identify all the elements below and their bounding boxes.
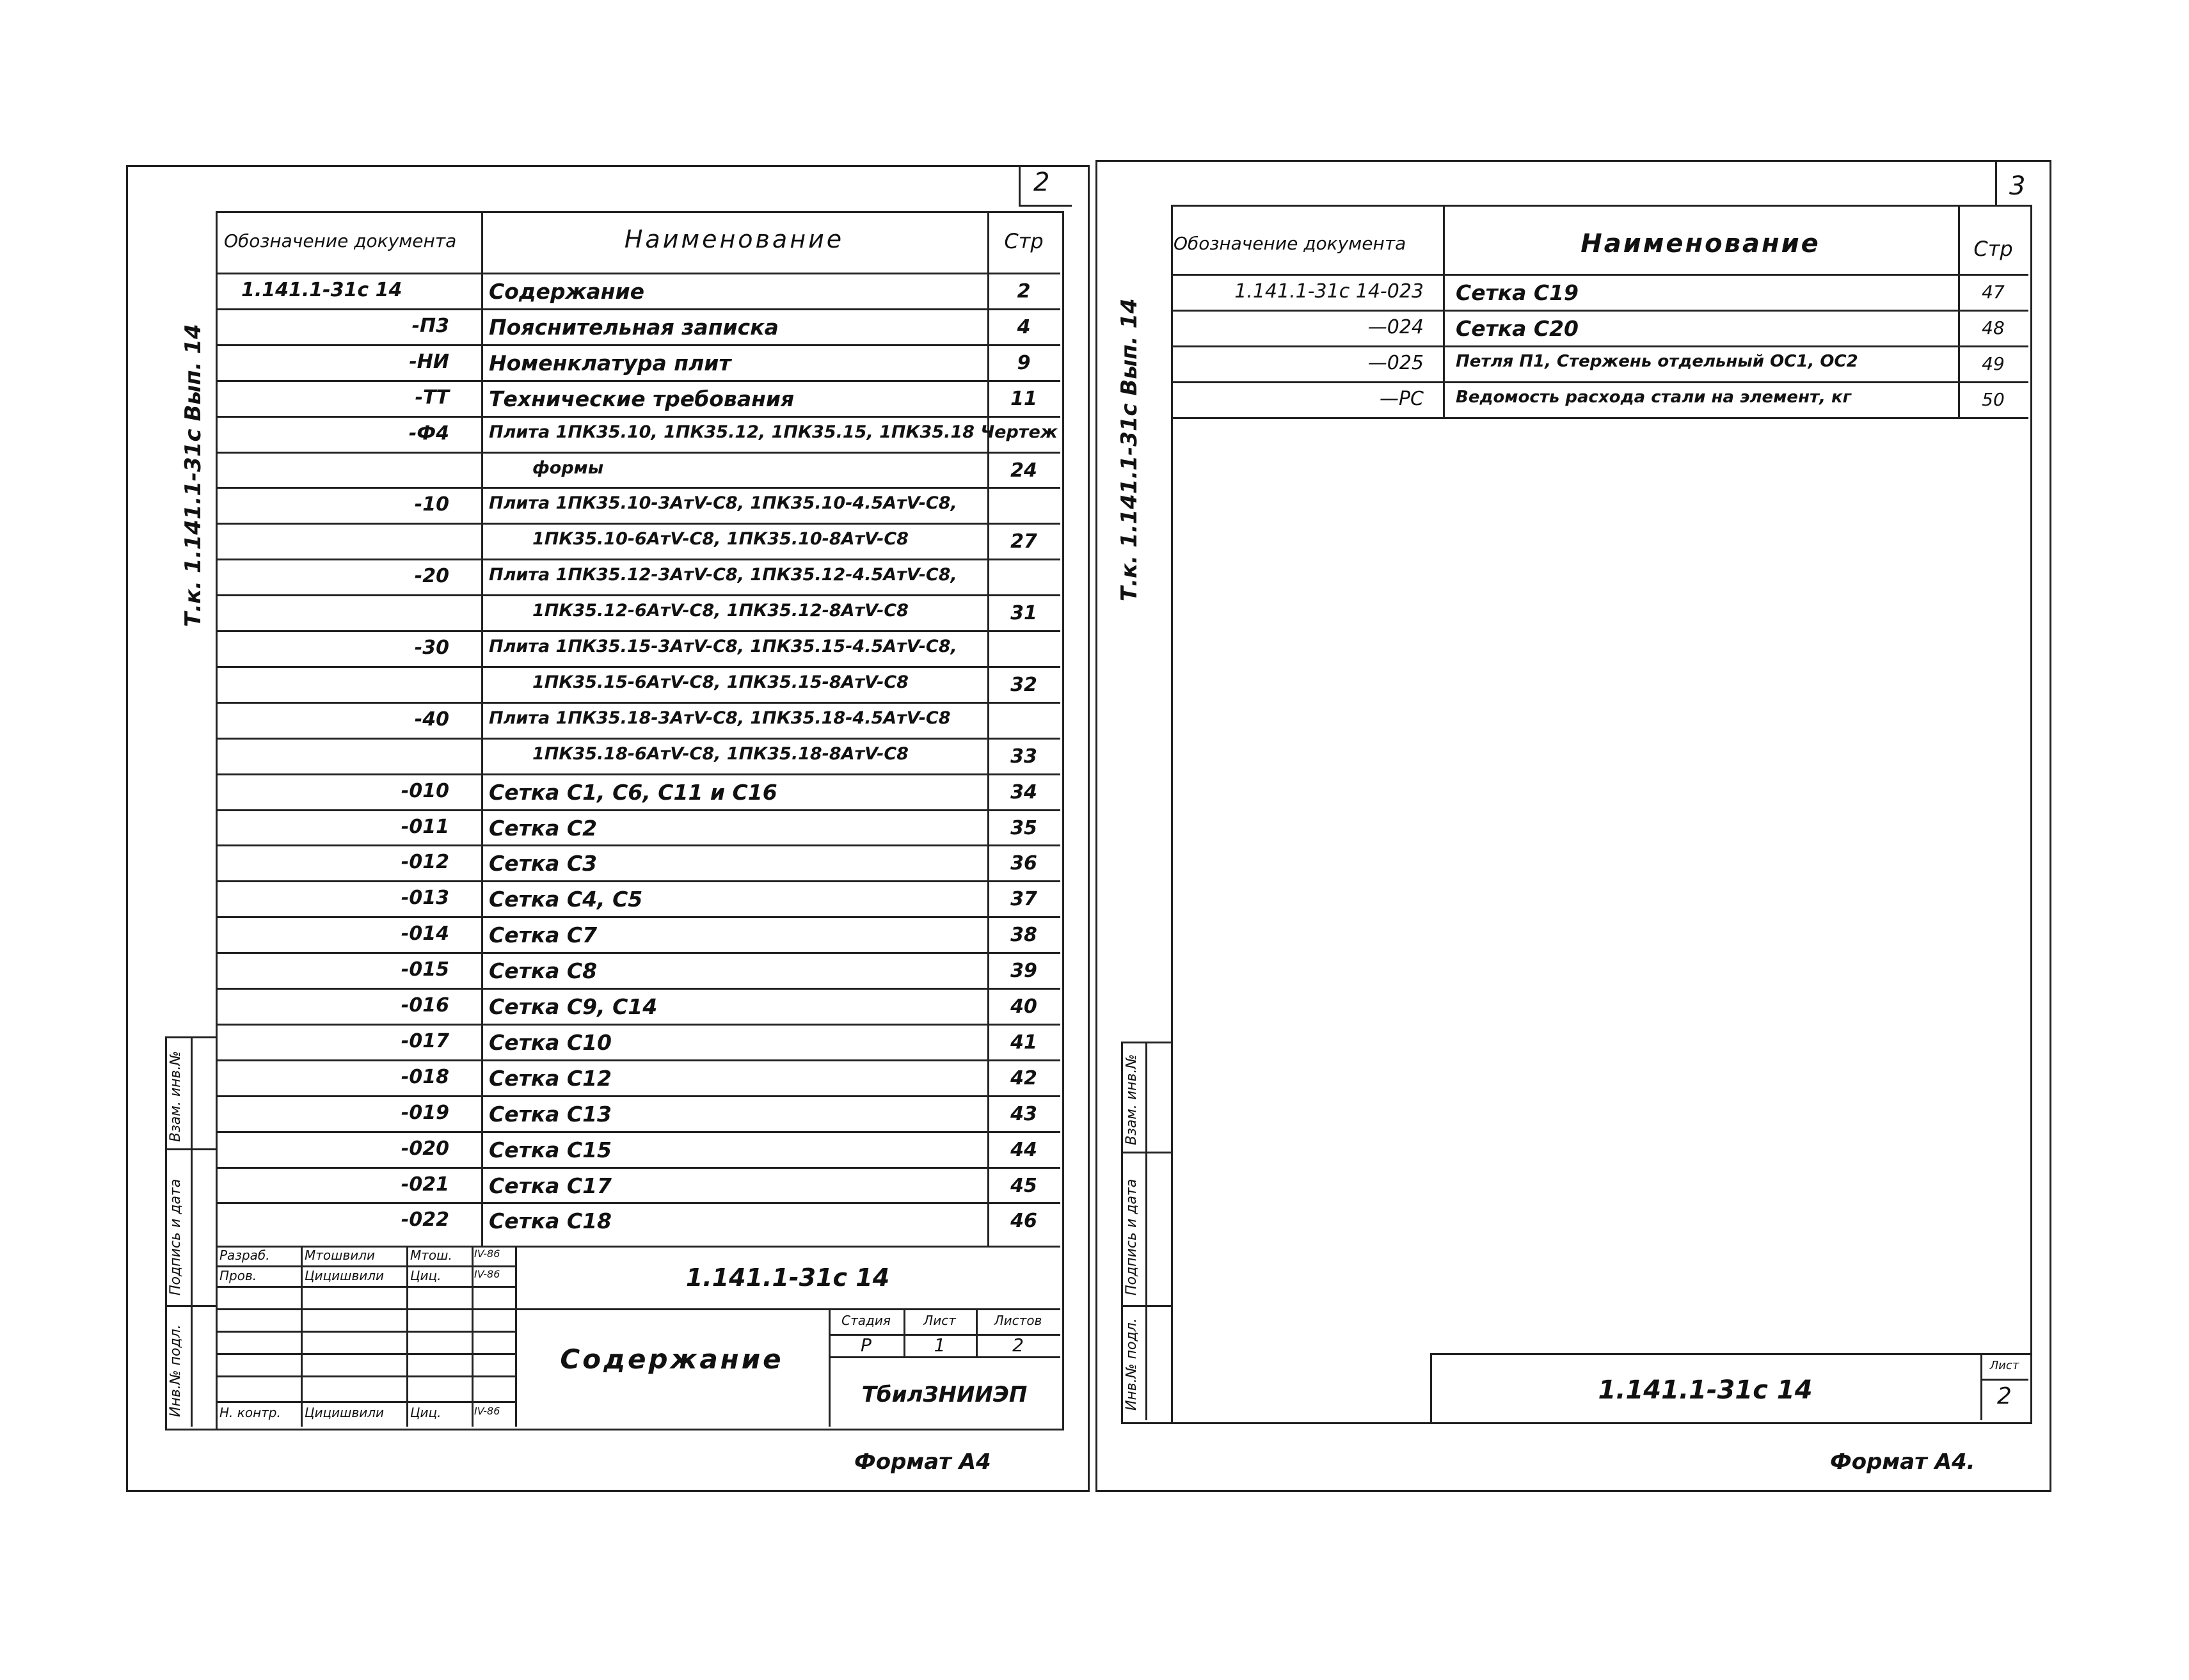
row-code: -021 bbox=[401, 1173, 449, 1196]
tb-name-3: Цицишвили bbox=[305, 1405, 385, 1420]
row-page: 46 bbox=[1010, 1210, 1037, 1233]
row-code: -019 bbox=[401, 1101, 449, 1124]
row-page: 50 bbox=[1982, 389, 2005, 410]
table-row bbox=[1171, 345, 2028, 381]
row-name: Сетка С2 bbox=[489, 815, 598, 841]
left-tb-designation: 1.141.1-31с 14 bbox=[685, 1264, 890, 1292]
table-row bbox=[216, 416, 1060, 452]
left-stamp-replace: Взам. инв.№ bbox=[168, 1050, 184, 1142]
row-page: 31 bbox=[1010, 602, 1037, 625]
row-name: 1ПК35.15-6АтV-С8, 1ПК35.15-8АтV-С8 bbox=[532, 672, 909, 692]
row-code: -010 bbox=[401, 779, 449, 802]
table-row bbox=[216, 1202, 1060, 1238]
table-row bbox=[216, 952, 1060, 988]
row-page: 2 bbox=[1017, 280, 1031, 303]
row-name: Сетка С13 bbox=[489, 1101, 612, 1127]
tb-name-2: Цицишвили bbox=[305, 1268, 385, 1283]
row-name: 1ПК35.10-6АтV-С8, 1ПК35.10-8АтV-С8 bbox=[532, 529, 909, 550]
row-code: -ТТ bbox=[415, 386, 449, 409]
table-row bbox=[216, 916, 1060, 952]
table-row bbox=[216, 773, 1060, 809]
row-code: -10 bbox=[414, 493, 449, 516]
row-code: -020 bbox=[401, 1137, 449, 1160]
left-header-page: Стр bbox=[1004, 229, 1044, 253]
row-name: Петля П1, Стержень отдельный ОС1, ОС2 bbox=[1456, 352, 1858, 371]
row-page: 43 bbox=[1010, 1102, 1037, 1125]
table-row bbox=[216, 630, 1060, 666]
row-page: 37 bbox=[1010, 888, 1037, 911]
table-row bbox=[216, 594, 1060, 630]
tb-name-1: Мтошвили bbox=[305, 1248, 376, 1263]
row-name: Сетка С4, С5 bbox=[489, 887, 643, 912]
tb-sheets-label: Листов bbox=[994, 1313, 1042, 1328]
tb-stage-label: Стадия bbox=[841, 1313, 891, 1328]
row-code: -017 bbox=[401, 1029, 449, 1052]
table-row bbox=[216, 809, 1060, 845]
row-name: Сетка С7 bbox=[489, 923, 598, 948]
right-page-number: 3 bbox=[2009, 171, 2026, 201]
row-name: Сетка С10 bbox=[489, 1029, 612, 1055]
row-name: Сетка С8 bbox=[489, 958, 598, 984]
left-header-name: Наименование bbox=[624, 225, 845, 253]
table-row bbox=[216, 988, 1060, 1024]
tb-sheets: 2 bbox=[1012, 1335, 1024, 1356]
left-page-number: 2 bbox=[1033, 168, 1050, 197]
right-stamp-inv: Инв.№ подл. bbox=[1124, 1318, 1140, 1411]
row-name: формы bbox=[532, 457, 604, 478]
row-page: 36 bbox=[1010, 852, 1037, 875]
table-row bbox=[216, 380, 1060, 416]
row-code: -015 bbox=[401, 958, 449, 981]
row-code: -40 bbox=[414, 708, 449, 731]
table-row bbox=[216, 702, 1060, 738]
row-name: Сетка С12 bbox=[489, 1065, 612, 1091]
row-page: 38 bbox=[1010, 924, 1037, 947]
row-code: —025 bbox=[1367, 352, 1424, 374]
right-header-name: Наименование bbox=[1580, 229, 1820, 258]
row-code: -014 bbox=[401, 923, 449, 946]
row-code: 1.141.1-31с 14 bbox=[241, 279, 402, 301]
row-page: 48 bbox=[1982, 317, 2005, 338]
row-page: 35 bbox=[1010, 816, 1037, 839]
table-row bbox=[216, 1059, 1060, 1095]
row-page: 41 bbox=[1010, 1031, 1037, 1054]
right-tb-designation: 1.141.1-31с 14 bbox=[1598, 1375, 1813, 1405]
left-tb-org: ТбилЗНИИЭП bbox=[861, 1382, 1028, 1407]
row-page: 27 bbox=[1010, 530, 1037, 553]
right-format-label: Формат А4. bbox=[1830, 1449, 1975, 1475]
tb-sheet: 1 bbox=[934, 1335, 946, 1356]
row-name: Сетка С3 bbox=[489, 851, 598, 876]
tb-role-2: Пров. bbox=[219, 1268, 257, 1283]
row-name: Сетка С19 bbox=[1456, 280, 1579, 305]
row-code: -022 bbox=[401, 1208, 449, 1232]
tb-date-3: IV-86 bbox=[474, 1405, 500, 1417]
row-page: 11 bbox=[1010, 387, 1037, 410]
row-code: 1.141.1-31с 14-023 bbox=[1234, 280, 1424, 303]
row-code: -30 bbox=[414, 637, 449, 659]
row-code: -013 bbox=[401, 887, 449, 910]
table-row bbox=[216, 738, 1060, 773]
table-row bbox=[216, 1095, 1060, 1131]
table-row bbox=[216, 844, 1060, 880]
row-name: Плита 1ПК35.15-3АтV-С8, 1ПК35.15-4.5АтV-С8, bbox=[489, 637, 957, 656]
row-name: Сетка С1, С6, С11 и С16 bbox=[489, 779, 777, 805]
table-row bbox=[1171, 274, 2028, 310]
left-stamp-sign: Подпись и дата bbox=[168, 1178, 184, 1296]
tb-role-3: Н. контр. bbox=[219, 1405, 281, 1420]
table-row bbox=[216, 344, 1060, 380]
right-side-label: Т.к. 1.141.1-31с Вып. 14 bbox=[1117, 298, 1142, 601]
right-tb-sheet-label: Лист bbox=[1989, 1359, 2019, 1372]
tb-role-1: Разраб. bbox=[219, 1248, 270, 1263]
tb-date-1: IV-86 bbox=[474, 1248, 500, 1260]
row-name: Плита 1ПК35.10, 1ПК35.12, 1ПК35.15, 1ПК35.18 Чертеж bbox=[489, 422, 1058, 442]
tb-sheet-label: Лист bbox=[923, 1313, 956, 1328]
row-code: -Ф4 bbox=[408, 422, 449, 445]
table-row bbox=[216, 452, 1060, 487]
right-header-code: Обозначение документа bbox=[1174, 233, 1406, 254]
row-page: 42 bbox=[1010, 1066, 1037, 1090]
row-page: 39 bbox=[1010, 960, 1037, 983]
tb-sign-1: Мтош. bbox=[410, 1248, 452, 1263]
row-name: Сетка С17 bbox=[489, 1173, 612, 1198]
row-name: Технические требования bbox=[489, 386, 795, 411]
table-row bbox=[216, 1024, 1060, 1059]
row-page: 34 bbox=[1010, 781, 1037, 804]
row-page: 40 bbox=[1010, 995, 1037, 1018]
table-row bbox=[216, 523, 1060, 559]
row-page: 47 bbox=[1982, 281, 2005, 303]
row-name: Номенклатура плит bbox=[489, 350, 731, 376]
row-code: -20 bbox=[414, 565, 449, 588]
right-tb-sheet: 2 bbox=[1997, 1383, 2012, 1409]
left-stamp-inv: Инв.№ подл. bbox=[168, 1324, 184, 1417]
table-row bbox=[216, 273, 1060, 308]
row-code: -011 bbox=[401, 815, 449, 838]
row-name: Сетка С9, С14 bbox=[489, 994, 658, 1019]
row-name: Ведомость расхода стали на элемент, кг bbox=[1456, 388, 1852, 407]
row-code: -012 bbox=[401, 851, 449, 874]
row-name: Сетка С20 bbox=[1456, 316, 1579, 341]
row-name: Плита 1ПК35.10-3АтV-С8, 1ПК35.10-4.5АтV-С8, bbox=[489, 493, 957, 514]
tb-date-2: IV-86 bbox=[474, 1268, 500, 1280]
row-code: -016 bbox=[401, 994, 449, 1017]
right-stamp-replace: Взам. инв.№ bbox=[1124, 1054, 1140, 1145]
left-tb-doc-title: Содержание bbox=[560, 1343, 784, 1375]
row-name: 1ПК35.18-6АтV-С8, 1ПК35.18-8АтV-С8 bbox=[532, 743, 909, 764]
row-name: Содержание bbox=[489, 279, 644, 304]
tb-sign-2: Циц. bbox=[410, 1268, 442, 1283]
row-page: 32 bbox=[1010, 673, 1037, 696]
row-code: —РС bbox=[1379, 388, 1424, 410]
row-page: 4 bbox=[1017, 315, 1031, 338]
table-row bbox=[216, 880, 1060, 916]
table-row bbox=[216, 666, 1060, 702]
row-name: Пояснительная записка bbox=[489, 314, 779, 340]
table-row bbox=[1171, 310, 2028, 345]
right-stamp-sign: Подпись и дата bbox=[1124, 1178, 1140, 1296]
row-page: 49 bbox=[1982, 353, 2005, 374]
row-page: 24 bbox=[1010, 459, 1037, 482]
row-page: 9 bbox=[1017, 351, 1031, 374]
table-row bbox=[216, 1131, 1060, 1167]
row-name: Плита 1ПК35.18-3АтV-С8, 1ПК35.18-4.5АтV-С8 bbox=[489, 708, 951, 728]
table-row bbox=[216, 308, 1060, 344]
row-name: Плита 1ПК35.12-3АтV-С8, 1ПК35.12-4.5АтV-С8, bbox=[489, 565, 957, 585]
tb-sign-3: Циц. bbox=[410, 1405, 442, 1420]
table-row bbox=[1171, 381, 2028, 417]
row-name: Сетка С15 bbox=[489, 1137, 612, 1162]
row-code: -НИ bbox=[409, 350, 449, 373]
table-row bbox=[216, 559, 1060, 594]
table-row bbox=[216, 1167, 1060, 1203]
row-code: -018 bbox=[401, 1065, 449, 1088]
row-page: 44 bbox=[1010, 1138, 1037, 1161]
row-name: 1ПК35.12-6АтV-С8, 1ПК35.12-8АтV-С8 bbox=[532, 601, 909, 621]
tb-stage: Р bbox=[861, 1335, 872, 1356]
row-name: Сетка С18 bbox=[489, 1208, 612, 1234]
table-row bbox=[216, 487, 1060, 523]
right-header-page: Стр bbox=[1973, 237, 2013, 261]
row-page: 33 bbox=[1010, 745, 1037, 768]
row-code: —024 bbox=[1367, 316, 1424, 338]
row-code: -П3 bbox=[411, 314, 449, 337]
left-side-label: Т.к. 1.141.1-31с Вып. 14 bbox=[180, 324, 206, 627]
row-page: 45 bbox=[1010, 1174, 1037, 1197]
left-format-label: Формат А4 bbox=[854, 1449, 991, 1475]
left-header-code: Обозначение документа bbox=[224, 230, 457, 251]
